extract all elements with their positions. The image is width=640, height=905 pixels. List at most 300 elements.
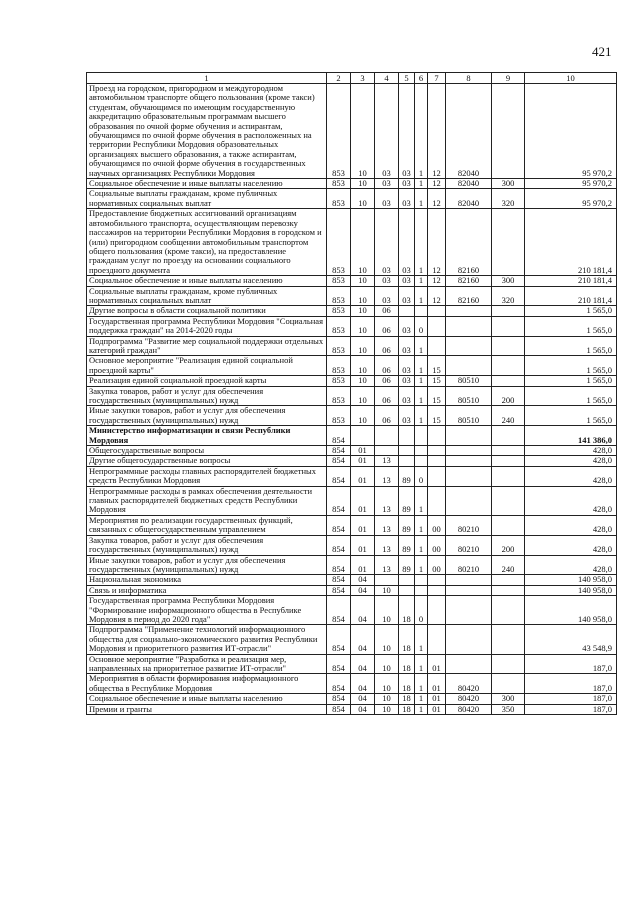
row-amount: 428,0 xyxy=(525,515,617,535)
table-row xyxy=(87,486,617,515)
row-code-c4: 06 xyxy=(375,406,399,426)
row-name: Закупка товаров, работ и услуг для обеспечения государственных (муниципальных) нужд xyxy=(87,386,327,406)
table-row xyxy=(87,209,617,276)
row-code-c9 xyxy=(492,674,525,694)
row-code-c7: 01 xyxy=(428,654,446,674)
row-amount: 428,0 xyxy=(525,555,617,575)
row-code-c5: 18 xyxy=(399,674,415,694)
row-code-c9: 240 xyxy=(492,555,525,575)
row-code-c7 xyxy=(428,575,446,585)
row-amount: 1 565,0 xyxy=(525,406,617,426)
row-name: Социальное обеспечение и иные выплаты населению xyxy=(87,179,327,189)
row-code-c7: 12 xyxy=(428,179,446,189)
row-code-c3 xyxy=(351,426,375,446)
column-header: 4 xyxy=(375,73,399,84)
row-code-c7 xyxy=(428,446,446,456)
row-code-c2: 853 xyxy=(327,276,351,286)
row-code-c8 xyxy=(446,306,492,316)
row-code-c3: 10 xyxy=(351,406,375,426)
row-code-c5: 03 xyxy=(399,276,415,286)
row-code-c8 xyxy=(446,486,492,515)
row-name: Реализация единой социальной проездной карты xyxy=(87,376,327,386)
row-code-c9: 350 xyxy=(492,704,525,714)
row-code-c4: 10 xyxy=(375,694,399,704)
row-code-c3: 01 xyxy=(351,535,375,555)
row-code-c8: 82040 xyxy=(446,84,492,179)
row-code-c5: 89 xyxy=(399,555,415,575)
row-amount: 428,0 xyxy=(525,486,617,515)
row-code-c5: 89 xyxy=(399,466,415,486)
row-code-c8 xyxy=(446,596,492,625)
row-code-c5: 03 xyxy=(399,84,415,179)
row-code-c7: 01 xyxy=(428,674,446,694)
row-code-c3: 10 xyxy=(351,286,375,306)
row-code-c5: 18 xyxy=(399,704,415,714)
row-amount: 140 958,0 xyxy=(525,596,617,625)
row-name: Основное мероприятие "Реализация единой социальной проездной карты" xyxy=(87,356,327,376)
row-code-c8: 82160 xyxy=(446,286,492,306)
row-code-c4: 10 xyxy=(375,654,399,674)
row-code-c2: 853 xyxy=(327,209,351,276)
row-name: Мероприятия в области формирования информационного общества в Республике Мордовия xyxy=(87,674,327,694)
row-code-c3: 04 xyxy=(351,625,375,654)
row-code-c9: 200 xyxy=(492,535,525,555)
row-code-c8 xyxy=(446,426,492,446)
row-amount: 428,0 xyxy=(525,466,617,486)
row-code-c7: 00 xyxy=(428,515,446,535)
row-code-c2: 854 xyxy=(327,654,351,674)
row-code-c7: 12 xyxy=(428,286,446,306)
table-row xyxy=(87,535,617,555)
row-code-c5: 03 xyxy=(399,406,415,426)
row-code-c9 xyxy=(492,316,525,336)
row-code-c2: 853 xyxy=(327,286,351,306)
row-code-c2: 853 xyxy=(327,306,351,316)
row-code-c7: 00 xyxy=(428,555,446,575)
table-row xyxy=(87,276,617,286)
row-code-c5: 03 xyxy=(399,386,415,406)
row-amount: 187,0 xyxy=(525,674,617,694)
row-code-c4: 03 xyxy=(375,84,399,179)
row-code-c4: 13 xyxy=(375,515,399,535)
column-header: 6 xyxy=(415,73,428,84)
row-amount: 187,0 xyxy=(525,654,617,674)
row-code-c2: 853 xyxy=(327,376,351,386)
row-name: Общегосударственные вопросы xyxy=(87,446,327,456)
row-code-c7: 01 xyxy=(428,694,446,704)
row-amount: 428,0 xyxy=(525,446,617,456)
row-code-c8 xyxy=(446,585,492,595)
row-code-c2: 853 xyxy=(327,386,351,406)
row-code-c3: 10 xyxy=(351,179,375,189)
row-name: Связь и информатика xyxy=(87,585,327,595)
row-code-c6 xyxy=(415,426,428,446)
row-code-c9 xyxy=(492,625,525,654)
table-row xyxy=(87,585,617,595)
row-code-c4: 13 xyxy=(375,486,399,515)
row-code-c6: 1 xyxy=(415,654,428,674)
row-name: Социальное обеспечение и иные выплаты населению xyxy=(87,694,327,704)
row-code-c3: 01 xyxy=(351,515,375,535)
row-code-c7: 15 xyxy=(428,376,446,386)
row-code-c8: 80420 xyxy=(446,674,492,694)
row-name: Национальная экономика xyxy=(87,575,327,585)
row-code-c7 xyxy=(428,426,446,446)
row-code-c9 xyxy=(492,376,525,386)
row-code-c8 xyxy=(446,336,492,356)
row-code-c6: 1 xyxy=(415,535,428,555)
row-code-c2: 853 xyxy=(327,406,351,426)
row-code-c4: 10 xyxy=(375,704,399,714)
row-code-c9: 300 xyxy=(492,276,525,286)
table-row xyxy=(87,596,617,625)
row-code-c3: 01 xyxy=(351,446,375,456)
header-row xyxy=(87,73,617,84)
row-code-c6 xyxy=(415,456,428,466)
row-code-c9 xyxy=(492,84,525,179)
row-code-c9 xyxy=(492,654,525,674)
row-code-c5 xyxy=(399,456,415,466)
row-code-c5: 18 xyxy=(399,654,415,674)
row-code-c3: 04 xyxy=(351,694,375,704)
row-code-c7: 15 xyxy=(428,356,446,376)
row-code-c4: 06 xyxy=(375,306,399,316)
row-code-c6 xyxy=(415,446,428,456)
row-amount: 187,0 xyxy=(525,694,617,704)
row-code-c4: 06 xyxy=(375,386,399,406)
page-number: 421 xyxy=(592,44,612,59)
row-code-c2: 853 xyxy=(327,336,351,356)
column-header: 8 xyxy=(446,73,492,84)
row-code-c6 xyxy=(415,585,428,595)
row-code-c5: 03 xyxy=(399,316,415,336)
row-code-c7 xyxy=(428,316,446,336)
row-name: Закупка товаров, работ и услуг для обеспечения государственных (муниципальных) нужд xyxy=(87,535,327,555)
table-row xyxy=(87,189,617,209)
row-code-c4: 10 xyxy=(375,596,399,625)
row-code-c4: 06 xyxy=(375,316,399,336)
row-code-c5 xyxy=(399,585,415,595)
row-code-c6 xyxy=(415,575,428,585)
row-code-c2: 854 xyxy=(327,466,351,486)
row-code-c8 xyxy=(446,466,492,486)
table-row xyxy=(87,456,617,466)
row-amount: 1 565,0 xyxy=(525,376,617,386)
row-code-c8: 80510 xyxy=(446,386,492,406)
column-header: 5 xyxy=(399,73,415,84)
row-code-c5 xyxy=(399,575,415,585)
row-code-c9: 200 xyxy=(492,386,525,406)
row-amount: 140 958,0 xyxy=(525,575,617,585)
row-code-c8: 80510 xyxy=(446,376,492,386)
table-row xyxy=(87,654,617,674)
row-name: Проезд на городском, пригородном и междугородном автомобильном транспорте общего пользования (кроме такси) студентам, обучающимся по имеющим государственную аккредитацию образовательным программам высшего образования по очной форме обучения и аспирантам, обучающимся по очной форме обучения в расположенных на территории Республики Мордовия образовательных организациях высшего образования, а также аспирантам, обучающимся по очной форме обучения в государственных научных организациях Республики Мордовия xyxy=(87,84,327,179)
row-code-c6: 0 xyxy=(415,466,428,486)
row-code-c2: 853 xyxy=(327,189,351,209)
row-code-c4: 06 xyxy=(375,356,399,376)
row-code-c3: 10 xyxy=(351,376,375,386)
row-code-c6: 1 xyxy=(415,209,428,276)
row-code-c6: 1 xyxy=(415,189,428,209)
row-code-c5: 03 xyxy=(399,189,415,209)
row-code-c6: 1 xyxy=(415,555,428,575)
row-code-c4: 03 xyxy=(375,276,399,286)
table-row xyxy=(87,446,617,456)
row-code-c7: 00 xyxy=(428,535,446,555)
row-code-c6: 1 xyxy=(415,276,428,286)
table-row xyxy=(87,674,617,694)
row-amount: 95 970,2 xyxy=(525,189,617,209)
row-code-c3: 10 xyxy=(351,306,375,316)
table-row xyxy=(87,84,617,179)
table-row xyxy=(87,386,617,406)
row-code-c2: 854 xyxy=(327,456,351,466)
row-code-c2: 854 xyxy=(327,426,351,446)
row-code-c6: 1 xyxy=(415,376,428,386)
row-code-c8 xyxy=(446,456,492,466)
table-row xyxy=(87,406,617,426)
table-row xyxy=(87,625,617,654)
row-code-c6: 0 xyxy=(415,316,428,336)
row-code-c5: 89 xyxy=(399,535,415,555)
row-code-c6: 1 xyxy=(415,179,428,189)
row-amount: 95 970,2 xyxy=(525,179,617,189)
row-code-c3: 04 xyxy=(351,704,375,714)
row-code-c2: 854 xyxy=(327,535,351,555)
row-code-c9: 300 xyxy=(492,179,525,189)
row-code-c3: 04 xyxy=(351,654,375,674)
column-header: 3 xyxy=(351,73,375,84)
row-code-c9 xyxy=(492,486,525,515)
row-code-c8 xyxy=(446,446,492,456)
row-code-c8 xyxy=(446,575,492,585)
row-code-c2: 853 xyxy=(327,356,351,376)
row-code-c2: 854 xyxy=(327,585,351,595)
row-code-c2: 854 xyxy=(327,515,351,535)
row-code-c7: 01 xyxy=(428,704,446,714)
row-code-c7 xyxy=(428,625,446,654)
row-code-c5: 89 xyxy=(399,486,415,515)
row-code-c3: 10 xyxy=(351,209,375,276)
row-code-c9: 240 xyxy=(492,406,525,426)
row-name: Непрограммные расходы в рамках обеспечения деятельности главных распорядителей бюджетных средств Республики Мордовия xyxy=(87,486,327,515)
column-header: 7 xyxy=(428,73,446,84)
row-name: Социальные выплаты гражданам, кроме публичных нормативных социальных выплат xyxy=(87,189,327,209)
row-amount: 210 181,4 xyxy=(525,209,617,276)
row-code-c9 xyxy=(492,209,525,276)
table-row xyxy=(87,426,617,446)
row-code-c7: 15 xyxy=(428,386,446,406)
row-code-c3: 01 xyxy=(351,456,375,466)
row-name: Социальное обеспечение и иные выплаты населению xyxy=(87,276,327,286)
row-code-c3: 01 xyxy=(351,466,375,486)
row-name: Мероприятия по реализации государственных функций, связанных с общегосударственным управлением xyxy=(87,515,327,535)
table-row xyxy=(87,515,617,535)
row-code-c5: 03 xyxy=(399,286,415,306)
row-code-c4: 13 xyxy=(375,466,399,486)
row-code-c9 xyxy=(492,596,525,625)
row-code-c8 xyxy=(446,316,492,336)
row-code-c9: 320 xyxy=(492,189,525,209)
row-name: Другие общегосударственные вопросы xyxy=(87,456,327,466)
row-name: Основное мероприятие "Разработка и реализация мер, направленных на приоритетное развитие ИТ-отрасли" xyxy=(87,654,327,674)
row-code-c9 xyxy=(492,466,525,486)
row-amount: 428,0 xyxy=(525,535,617,555)
row-name: Другие вопросы в области социальной политики xyxy=(87,306,327,316)
row-code-c8 xyxy=(446,356,492,376)
row-code-c7 xyxy=(428,306,446,316)
row-code-c6: 1 xyxy=(415,486,428,515)
row-code-c7: 15 xyxy=(428,406,446,426)
row-code-c8: 80210 xyxy=(446,555,492,575)
row-code-c6: 1 xyxy=(415,336,428,356)
row-code-c9 xyxy=(492,336,525,356)
row-code-c2: 854 xyxy=(327,596,351,625)
row-code-c9 xyxy=(492,575,525,585)
row-code-c4 xyxy=(375,575,399,585)
row-amount: 140 958,0 xyxy=(525,585,617,595)
row-code-c9 xyxy=(492,515,525,535)
row-amount: 210 181,4 xyxy=(525,286,617,306)
row-code-c6 xyxy=(415,306,428,316)
table-row xyxy=(87,356,617,376)
table-row xyxy=(87,286,617,306)
row-code-c7 xyxy=(428,466,446,486)
row-code-c9 xyxy=(492,456,525,466)
row-code-c2: 853 xyxy=(327,316,351,336)
column-header: 1 xyxy=(87,73,327,84)
row-code-c7 xyxy=(428,486,446,515)
row-code-c4: 06 xyxy=(375,376,399,386)
row-code-c6: 1 xyxy=(415,674,428,694)
row-code-c3: 10 xyxy=(351,356,375,376)
row-code-c5: 03 xyxy=(399,336,415,356)
row-code-c3: 04 xyxy=(351,674,375,694)
row-code-c5: 03 xyxy=(399,356,415,376)
row-code-c3: 10 xyxy=(351,84,375,179)
column-header: 9 xyxy=(492,73,525,84)
row-code-c5: 03 xyxy=(399,179,415,189)
table-row xyxy=(87,179,617,189)
row-code-c7 xyxy=(428,456,446,466)
row-code-c8: 82160 xyxy=(446,276,492,286)
row-code-c3: 04 xyxy=(351,596,375,625)
row-code-c2: 854 xyxy=(327,674,351,694)
row-code-c7 xyxy=(428,336,446,356)
row-code-c2: 854 xyxy=(327,555,351,575)
row-code-c4: 10 xyxy=(375,674,399,694)
row-code-c3: 01 xyxy=(351,555,375,575)
budget-table xyxy=(86,72,617,715)
row-code-c4 xyxy=(375,426,399,446)
row-code-c3: 04 xyxy=(351,575,375,585)
row-amount: 1 565,0 xyxy=(525,306,617,316)
row-code-c8: 82040 xyxy=(446,179,492,189)
row-code-c2: 854 xyxy=(327,575,351,585)
row-name: Подпрограмма "Развитие мер социальной поддержки отдельных категорий граждан" xyxy=(87,336,327,356)
table-row xyxy=(87,306,617,316)
row-code-c7 xyxy=(428,585,446,595)
row-code-c3: 10 xyxy=(351,336,375,356)
row-code-c2: 854 xyxy=(327,446,351,456)
row-code-c5 xyxy=(399,306,415,316)
row-amount: 428,0 xyxy=(525,456,617,466)
row-code-c8: 82160 xyxy=(446,209,492,276)
row-code-c3: 10 xyxy=(351,189,375,209)
row-code-c6: 1 xyxy=(415,694,428,704)
row-name: Государственная программа Республики Мордовия "Формирование информационного общества в Республике Мордовия в период до 2020 года" xyxy=(87,596,327,625)
row-code-c4: 13 xyxy=(375,535,399,555)
row-code-c6: 1 xyxy=(415,515,428,535)
row-code-c5 xyxy=(399,426,415,446)
row-code-c4 xyxy=(375,446,399,456)
table-row xyxy=(87,466,617,486)
row-code-c2: 854 xyxy=(327,486,351,515)
row-code-c2: 853 xyxy=(327,179,351,189)
table-row xyxy=(87,336,617,356)
row-code-c4: 03 xyxy=(375,209,399,276)
row-code-c5: 18 xyxy=(399,596,415,625)
row-name: Иные закупки товаров, работ и услуг для обеспечения государственных (муниципальных) нужд xyxy=(87,406,327,426)
row-code-c2: 853 xyxy=(327,84,351,179)
row-amount: 95 970,2 xyxy=(525,84,617,179)
row-code-c6: 1 xyxy=(415,84,428,179)
row-code-c2: 854 xyxy=(327,704,351,714)
row-code-c5: 03 xyxy=(399,376,415,386)
row-code-c3: 04 xyxy=(351,585,375,595)
row-code-c8 xyxy=(446,654,492,674)
row-code-c6: 1 xyxy=(415,286,428,306)
row-code-c4: 03 xyxy=(375,179,399,189)
table-row xyxy=(87,555,617,575)
table-row xyxy=(87,316,617,336)
table-row xyxy=(87,376,617,386)
row-name: Социальные выплаты гражданам, кроме публичных нормативных социальных выплат xyxy=(87,286,327,306)
row-code-c4: 06 xyxy=(375,336,399,356)
row-code-c4: 03 xyxy=(375,189,399,209)
row-code-c4: 03 xyxy=(375,286,399,306)
table-row xyxy=(87,575,617,585)
row-code-c3: 10 xyxy=(351,386,375,406)
row-code-c4: 10 xyxy=(375,625,399,654)
row-code-c7 xyxy=(428,596,446,625)
row-code-c4: 13 xyxy=(375,456,399,466)
row-code-c4: 10 xyxy=(375,585,399,595)
row-amount: 1 565,0 xyxy=(525,336,617,356)
table-row xyxy=(87,694,617,704)
row-code-c2: 854 xyxy=(327,625,351,654)
row-code-c8 xyxy=(446,625,492,654)
row-code-c5: 89 xyxy=(399,515,415,535)
row-code-c5: 03 xyxy=(399,209,415,276)
row-amount: 187,0 xyxy=(525,704,617,714)
row-code-c9 xyxy=(492,585,525,595)
row-code-c9: 300 xyxy=(492,694,525,704)
row-code-c3: 10 xyxy=(351,316,375,336)
row-code-c8: 80210 xyxy=(446,535,492,555)
row-code-c5: 18 xyxy=(399,625,415,654)
row-code-c9 xyxy=(492,426,525,446)
row-code-c8: 80420 xyxy=(446,704,492,714)
row-code-c7: 12 xyxy=(428,276,446,286)
table-row xyxy=(87,704,617,714)
row-code-c3: 10 xyxy=(351,276,375,286)
row-name: Предоставление бюджетных ассигнований организациям автомобильного транспорта, осуществляющим перевозку пассажиров на территории Республики Мордовия в городском и (или) пригородном сообщении автомобильным транспортом общего пользования (кроме такси), на предоставление гражданам услуг по проезду на основании социального проездного документа xyxy=(87,209,327,276)
row-code-c9 xyxy=(492,446,525,456)
row-code-c6: 1 xyxy=(415,386,428,406)
row-code-c9: 320 xyxy=(492,286,525,306)
row-code-c3: 01 xyxy=(351,486,375,515)
